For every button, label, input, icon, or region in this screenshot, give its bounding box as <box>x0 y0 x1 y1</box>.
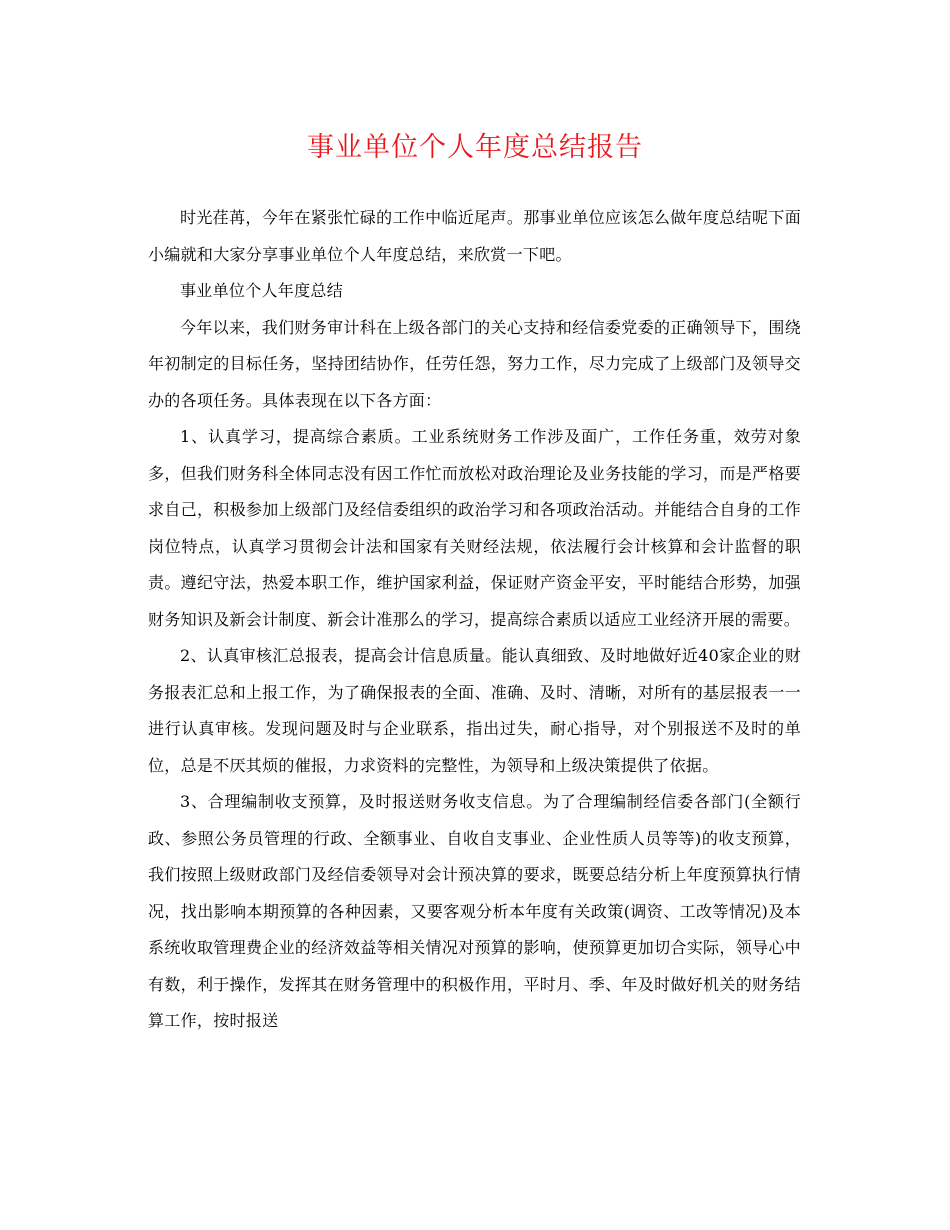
section-heading: 事业单位个人年度总结 <box>180 281 344 300</box>
document-title: 事业单位个人年度总结报告 <box>307 132 643 163</box>
item-2-paragraph: 2、认真审核汇总报表，提高会计信息质量。能认真细致、及时地做好近40家企业的财务报表汇总和上报工作，为了确保报表的全面、准确、及时、清晰，对所有的基层报表一一进行认真审核。发现问题及时与企业联系，指出过失，耐心指导，对个别报送不及时的单位，总是不厌其烦的催报，力求资料的完整性，为领导和上级决策提供了依据。 <box>148 646 801 775</box>
intro-paragraph: 时光荏苒，今年在紧张忙碌的工作中临近尾声。那事业单位应该怎么做年度总结呢下面小编就和大家分享事业单位个人年度总结，来欣赏一下吧。 <box>148 208 801 264</box>
overview-paragraph: 今年以来，我们财务审计科在上级各部门的关心支持和经信委党委的正确领导下，围绕年初制定的目标任务，坚持团结协作，任劳任怨，努力工作，尽力完成了上级部门及领导交办的各项任务。具体表现在以下各方面： <box>148 317 801 410</box>
document-body <box>148 200 801 1040</box>
item-3-paragraph: 3、合理编制收支预算，及时报送财务收支信息。为了合理编制经信委各部门(全额行政、参照公务员管理的行政、全额事业、自收自支事业、企业性质人员等等)的收支预算，我们按照上级财政部门及经信委领导对会计预决算的要求，既要总结分析上年度预算执行情况，找出影响本期预算的各种因素，又要客观分析本年度有关政策(调资、工改等情况)及本系统收取管理费企业的经济效益等相关情况对预算的影响，使预算更加切合实际，领导心中有数，利于操作，发挥其在财务管理中的积极作用，平时月、季、年及时做好机关的财务结算工作，按时报送 <box>148 792 801 1030</box>
item-1-paragraph: 1、认真学习，提高综合素质。工业系统财务工作涉及面广，工作任务重，效劳对象多，但我们财务科全体同志没有因工作忙而放松对政治理论及业务技能的学习，而是严格要求自己，积极参加上级部门及经信委组织的政治学习和各项政治活动。并能结合自身的工作岗位特点，认真学习贯彻会计法和国家有关财经法规，依法履行会计核算和会计监督的职责。遵纪守法，热爱本职工作，维护国家利益，保证财产资金平安，平时能结合形势，加强财务知识及新会计制度、新会计准那么的学习，提高综合素质以适应工业经济开展的需要。 <box>148 427 801 629</box>
